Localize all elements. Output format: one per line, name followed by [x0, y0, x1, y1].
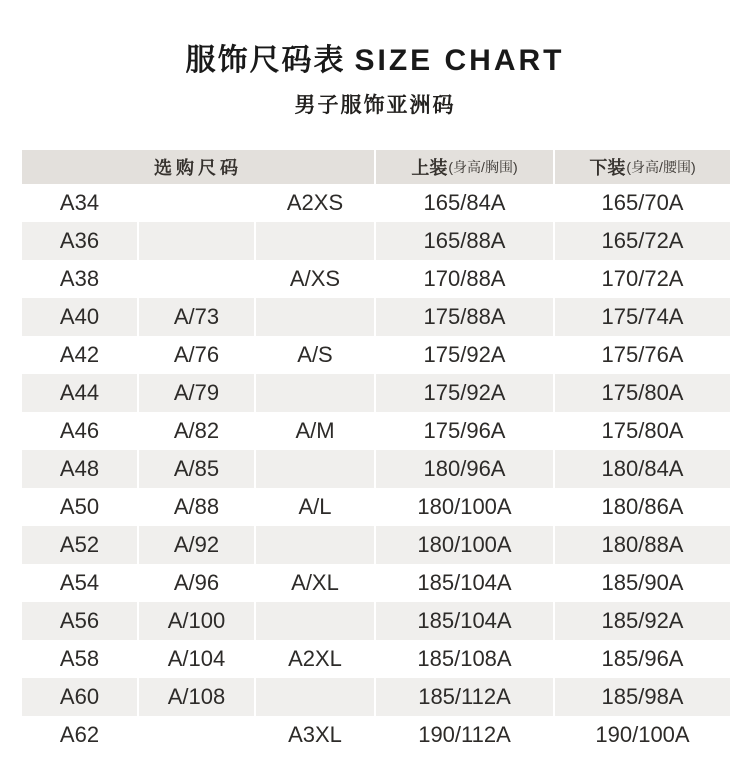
cell-letter-size — [256, 222, 376, 260]
table-row — [22, 298, 730, 336]
cell-numeric-size: A/88 — [139, 488, 256, 526]
cell-bottoms-spec: 180/86A — [601, 494, 684, 519]
table-row — [22, 526, 730, 564]
cell-tops-spec: 165/88A — [376, 222, 555, 260]
column-header-tops-label: 上装 — [411, 158, 448, 178]
cell-numeric-size — [139, 260, 256, 298]
table-row — [22, 640, 730, 678]
cell-letter-size — [256, 298, 376, 336]
cell-letter-size: A2XL — [256, 640, 376, 678]
table-row — [22, 412, 730, 450]
cell-letter-size: A/M — [256, 412, 376, 450]
cell-size-code: A40 — [22, 298, 139, 336]
cell-size-code: A42 — [22, 336, 139, 374]
table-row — [22, 336, 730, 374]
cell-numeric-size: A/92 — [139, 526, 256, 564]
cell-letter-size — [256, 526, 376, 564]
cell-numeric-size: A/108 — [139, 678, 256, 716]
table-row — [22, 602, 730, 640]
page-title-en: SIZE CHART — [354, 44, 565, 77]
table-row — [22, 716, 730, 754]
cell-bottoms-spec: 190/100A — [595, 722, 690, 747]
cell-size-code: A38 — [22, 260, 139, 298]
column-header-bottoms-note: (身高/腰围) — [626, 159, 696, 175]
cell-size-code: A48 — [22, 450, 139, 488]
table-row — [22, 184, 730, 222]
cell-bottoms-spec: 185/92A — [601, 608, 684, 633]
cell-numeric-size — [139, 184, 256, 222]
cell-bottoms-spec: 175/80A — [601, 418, 684, 443]
column-header-bottoms — [555, 150, 730, 184]
cell-size-code: A52 — [22, 526, 139, 564]
cell-bottoms-spec: 185/96A — [601, 646, 684, 671]
cell-size-code: A58 — [22, 640, 139, 678]
cell-tops-spec: 175/92A — [376, 374, 555, 412]
cell-bottoms-spec: 165/72A — [601, 228, 684, 253]
table-row — [22, 374, 730, 412]
column-header-tops-note: (身高/胸围) — [448, 159, 518, 175]
cell-tops-spec: 175/92A — [376, 336, 555, 374]
cell-numeric-size: A/73 — [139, 298, 256, 336]
cell-size-code: A54 — [22, 564, 139, 602]
cell-letter-size — [256, 678, 376, 716]
cell-numeric-size: A/96 — [139, 564, 256, 602]
size-table — [22, 150, 730, 754]
cell-numeric-size: A/79 — [139, 374, 256, 412]
page-title — [0, 0, 750, 76]
cell-bottoms-spec: 185/90A — [601, 570, 684, 595]
cell-numeric-size: A/85 — [139, 450, 256, 488]
cell-bottoms-spec: 175/80A — [601, 380, 684, 405]
column-header-tops — [376, 150, 555, 184]
cell-tops-spec: 190/112A — [376, 716, 555, 754]
table-body — [22, 184, 730, 754]
cell-letter-size — [256, 602, 376, 640]
cell-letter-size: A/XL — [256, 564, 376, 602]
cell-letter-size: A3XL — [256, 716, 376, 754]
table-row — [22, 260, 730, 298]
table-row — [22, 222, 730, 260]
cell-bottoms-spec: 185/98A — [601, 684, 684, 709]
cell-letter-size: A/L — [256, 488, 376, 526]
cell-size-code: A36 — [22, 222, 139, 260]
column-header-bottoms-label: 下装 — [589, 158, 626, 178]
cell-size-code: A62 — [22, 716, 139, 754]
cell-tops-spec: 185/108A — [376, 640, 555, 678]
cell-tops-spec: 180/100A — [376, 526, 555, 564]
cell-size-code: A44 — [22, 374, 139, 412]
column-header-size-group: 选购尺码 — [22, 150, 376, 184]
cell-numeric-size: A/82 — [139, 412, 256, 450]
cell-bottoms-spec: 175/74A — [601, 304, 684, 329]
table-row — [22, 450, 730, 488]
cell-numeric-size: A/100 — [139, 602, 256, 640]
table-row — [22, 488, 730, 526]
cell-size-code: A50 — [22, 488, 139, 526]
cell-letter-size — [256, 374, 376, 412]
cell-letter-size: A/S — [256, 336, 376, 374]
table-row — [22, 564, 730, 602]
cell-tops-spec: 180/100A — [376, 488, 555, 526]
cell-tops-spec: 175/88A — [376, 298, 555, 336]
page-title-zh: 服饰尺码表 — [185, 44, 346, 77]
cell-letter-size: A/XS — [256, 260, 376, 298]
page-subtitle: 男子服饰亚洲码 — [294, 94, 456, 117]
cell-bottoms-spec: 180/84A — [601, 456, 684, 481]
cell-bottoms-spec: 165/70A — [601, 190, 684, 215]
cell-size-code: A34 — [22, 184, 139, 222]
cell-numeric-size — [139, 716, 256, 754]
table-header-row — [22, 150, 730, 184]
cell-bottoms-spec: 175/76A — [601, 342, 684, 367]
cell-numeric-size: A/76 — [139, 336, 256, 374]
cell-size-code: A46 — [22, 412, 139, 450]
cell-bottoms-spec: 170/72A — [601, 266, 684, 291]
cell-bottoms-spec: 180/88A — [601, 532, 684, 557]
cell-tops-spec: 170/88A — [376, 260, 555, 298]
cell-size-code: A56 — [22, 602, 139, 640]
cell-letter-size — [256, 450, 376, 488]
cell-letter-size: A2XS — [256, 184, 376, 222]
cell-numeric-size: A/104 — [139, 640, 256, 678]
cell-tops-spec: 185/112A — [376, 678, 555, 716]
cell-tops-spec: 175/96A — [376, 412, 555, 450]
cell-tops-spec: 185/104A — [376, 602, 555, 640]
cell-size-code: A60 — [22, 678, 139, 716]
cell-tops-spec: 165/84A — [376, 184, 555, 222]
cell-tops-spec: 180/96A — [376, 450, 555, 488]
cell-tops-spec: 185/104A — [376, 564, 555, 602]
cell-numeric-size — [139, 222, 256, 260]
table-row — [22, 678, 730, 716]
